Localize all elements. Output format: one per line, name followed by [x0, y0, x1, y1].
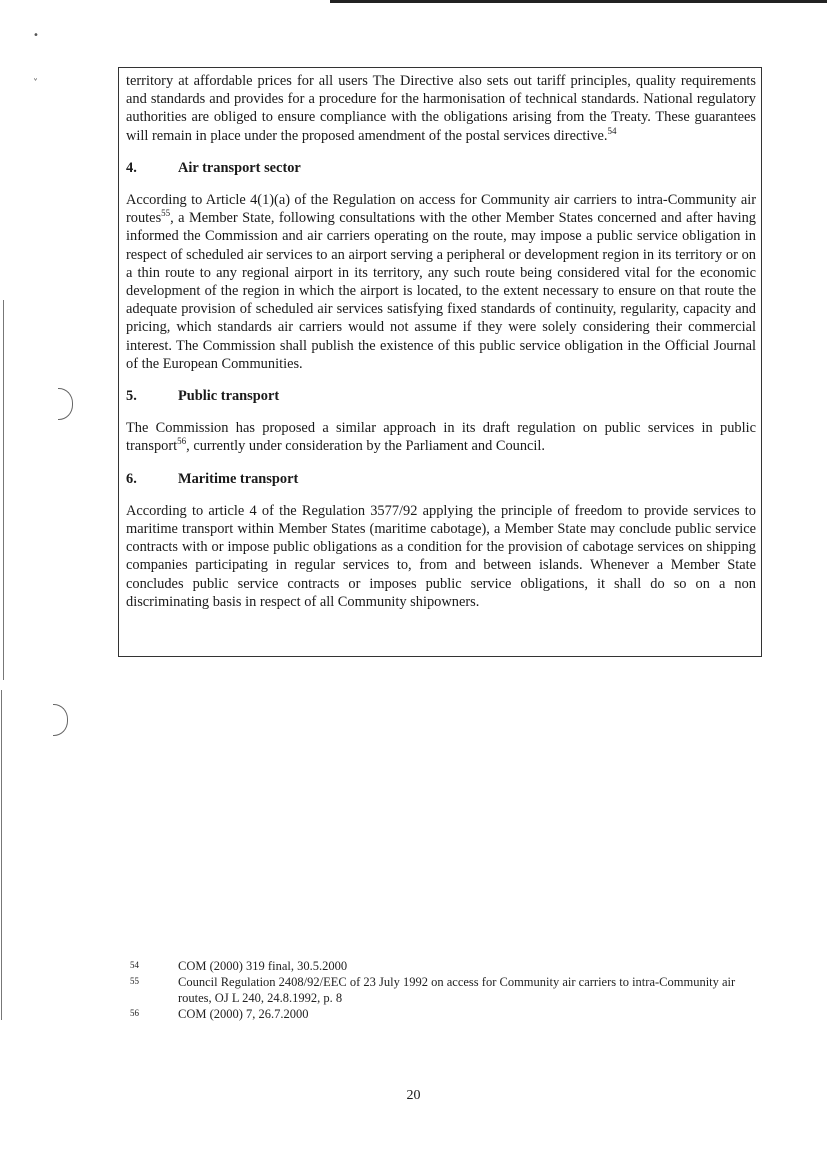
section-heading-public-transport	[126, 387, 756, 405]
footnote-text: COM (2000) 319 final, 30.5.2000	[178, 959, 348, 973]
section-title: Air transport sector	[178, 159, 301, 176]
scan-left-edge	[3, 300, 4, 680]
footnote-56	[130, 1006, 760, 1022]
scan-dot: •	[33, 30, 39, 41]
section-body-air-transport: According to Article 4(1)(a) of the Regulation on access for Community air carriers to intra-Community air routes$^{55}$, a Member State, following consultations with the other Member States concerned and after having informed the Commission and air carriers operating on the route, may impose a public service obligation in respect of scheduled air services to an airport serving a peripheral or development region in its territory or on a thin route to any regional airport in its territory, any such route being considered vital for the economic development of the region in which the airport is located, to the extent necessary to ensure on that route the adequate provision of scheduled air services satisfying fixed standards of continuity, regularity, capacity and pricing, which standards air carriers would not assume if they were solely considering their commercial interest. The Commission shall publish the existence of this public service obligation in the Official Journal of the European Communities.	[126, 192, 756, 372]
section-number: 4.	[126, 159, 137, 176]
page-number: 20	[406, 1088, 421, 1103]
footnote-54	[130, 958, 760, 974]
document-body	[126, 72, 756, 611]
footnote-text: Council Regulation 2408/92/EEC of 23 July 1992 on access for Community air carriers to intra-Community air routes, OJ L 240, 24.8.1992, p. 8	[178, 975, 736, 1005]
section-number: 6.	[126, 470, 137, 487]
footnote-ref-54: 54	[607, 125, 617, 136]
footnote-text: COM (2000) 7, 26.7.2000	[178, 1007, 309, 1021]
footnote-ref-56: 56	[177, 436, 187, 447]
section-number: 5.	[126, 388, 137, 405]
binder-hole-mark-upper	[58, 388, 73, 420]
scan-tick: ˅	[33, 78, 38, 89]
section-heading-air-transport	[126, 159, 756, 177]
footnote-mark: 56	[130, 1008, 139, 1018]
section-title: Public transport	[178, 388, 280, 405]
footnote-ref-55: 55	[161, 208, 171, 219]
section-heading-maritime-transport	[126, 470, 756, 488]
section-title: Maritime transport	[178, 470, 299, 487]
footnote-mark: 54	[130, 960, 139, 970]
section-body-maritime-transport: According to article 4 of the Regulation 3577/92 applying the principle of freedom to provide services to maritime transport within Member States (maritime cabotage), a Member State may conclude public service contracts with or impose public obligations as a condition for the provision of cabotage services on shipping companies participating in regular services to, from and between islands. Whenever a Member State concludes public service contracts or imposes public service obligations, it shall do so on a non discriminating basis in respect of all Community shipowners.	[126, 502, 756, 610]
intro-paragraph: territory at affordable prices for all users The Directive also sets out tariff principles, quality requirements and standards and provides for a procedure for the harmonisation of technical standards. National regulatory authorities are obliged to ensure compliance with the obligations arising from the Treaty. These guarantees will remain in place under the proposed amendment of the postal services directive.$^{54}$	[126, 73, 756, 144]
footnote-mark: 55	[130, 976, 139, 986]
footnotes	[130, 958, 760, 1022]
scan-left-edge-lower	[1, 690, 2, 1020]
binder-hole-mark-lower	[53, 704, 68, 736]
section-body-public-transport: The Commission has proposed a similar approach in its draft regulation on public services in public transport$^{56}$, currently under consideration by the Parliament and Council.	[126, 420, 756, 455]
scan-top-rule	[330, 0, 827, 3]
footnote-55	[130, 974, 760, 1006]
